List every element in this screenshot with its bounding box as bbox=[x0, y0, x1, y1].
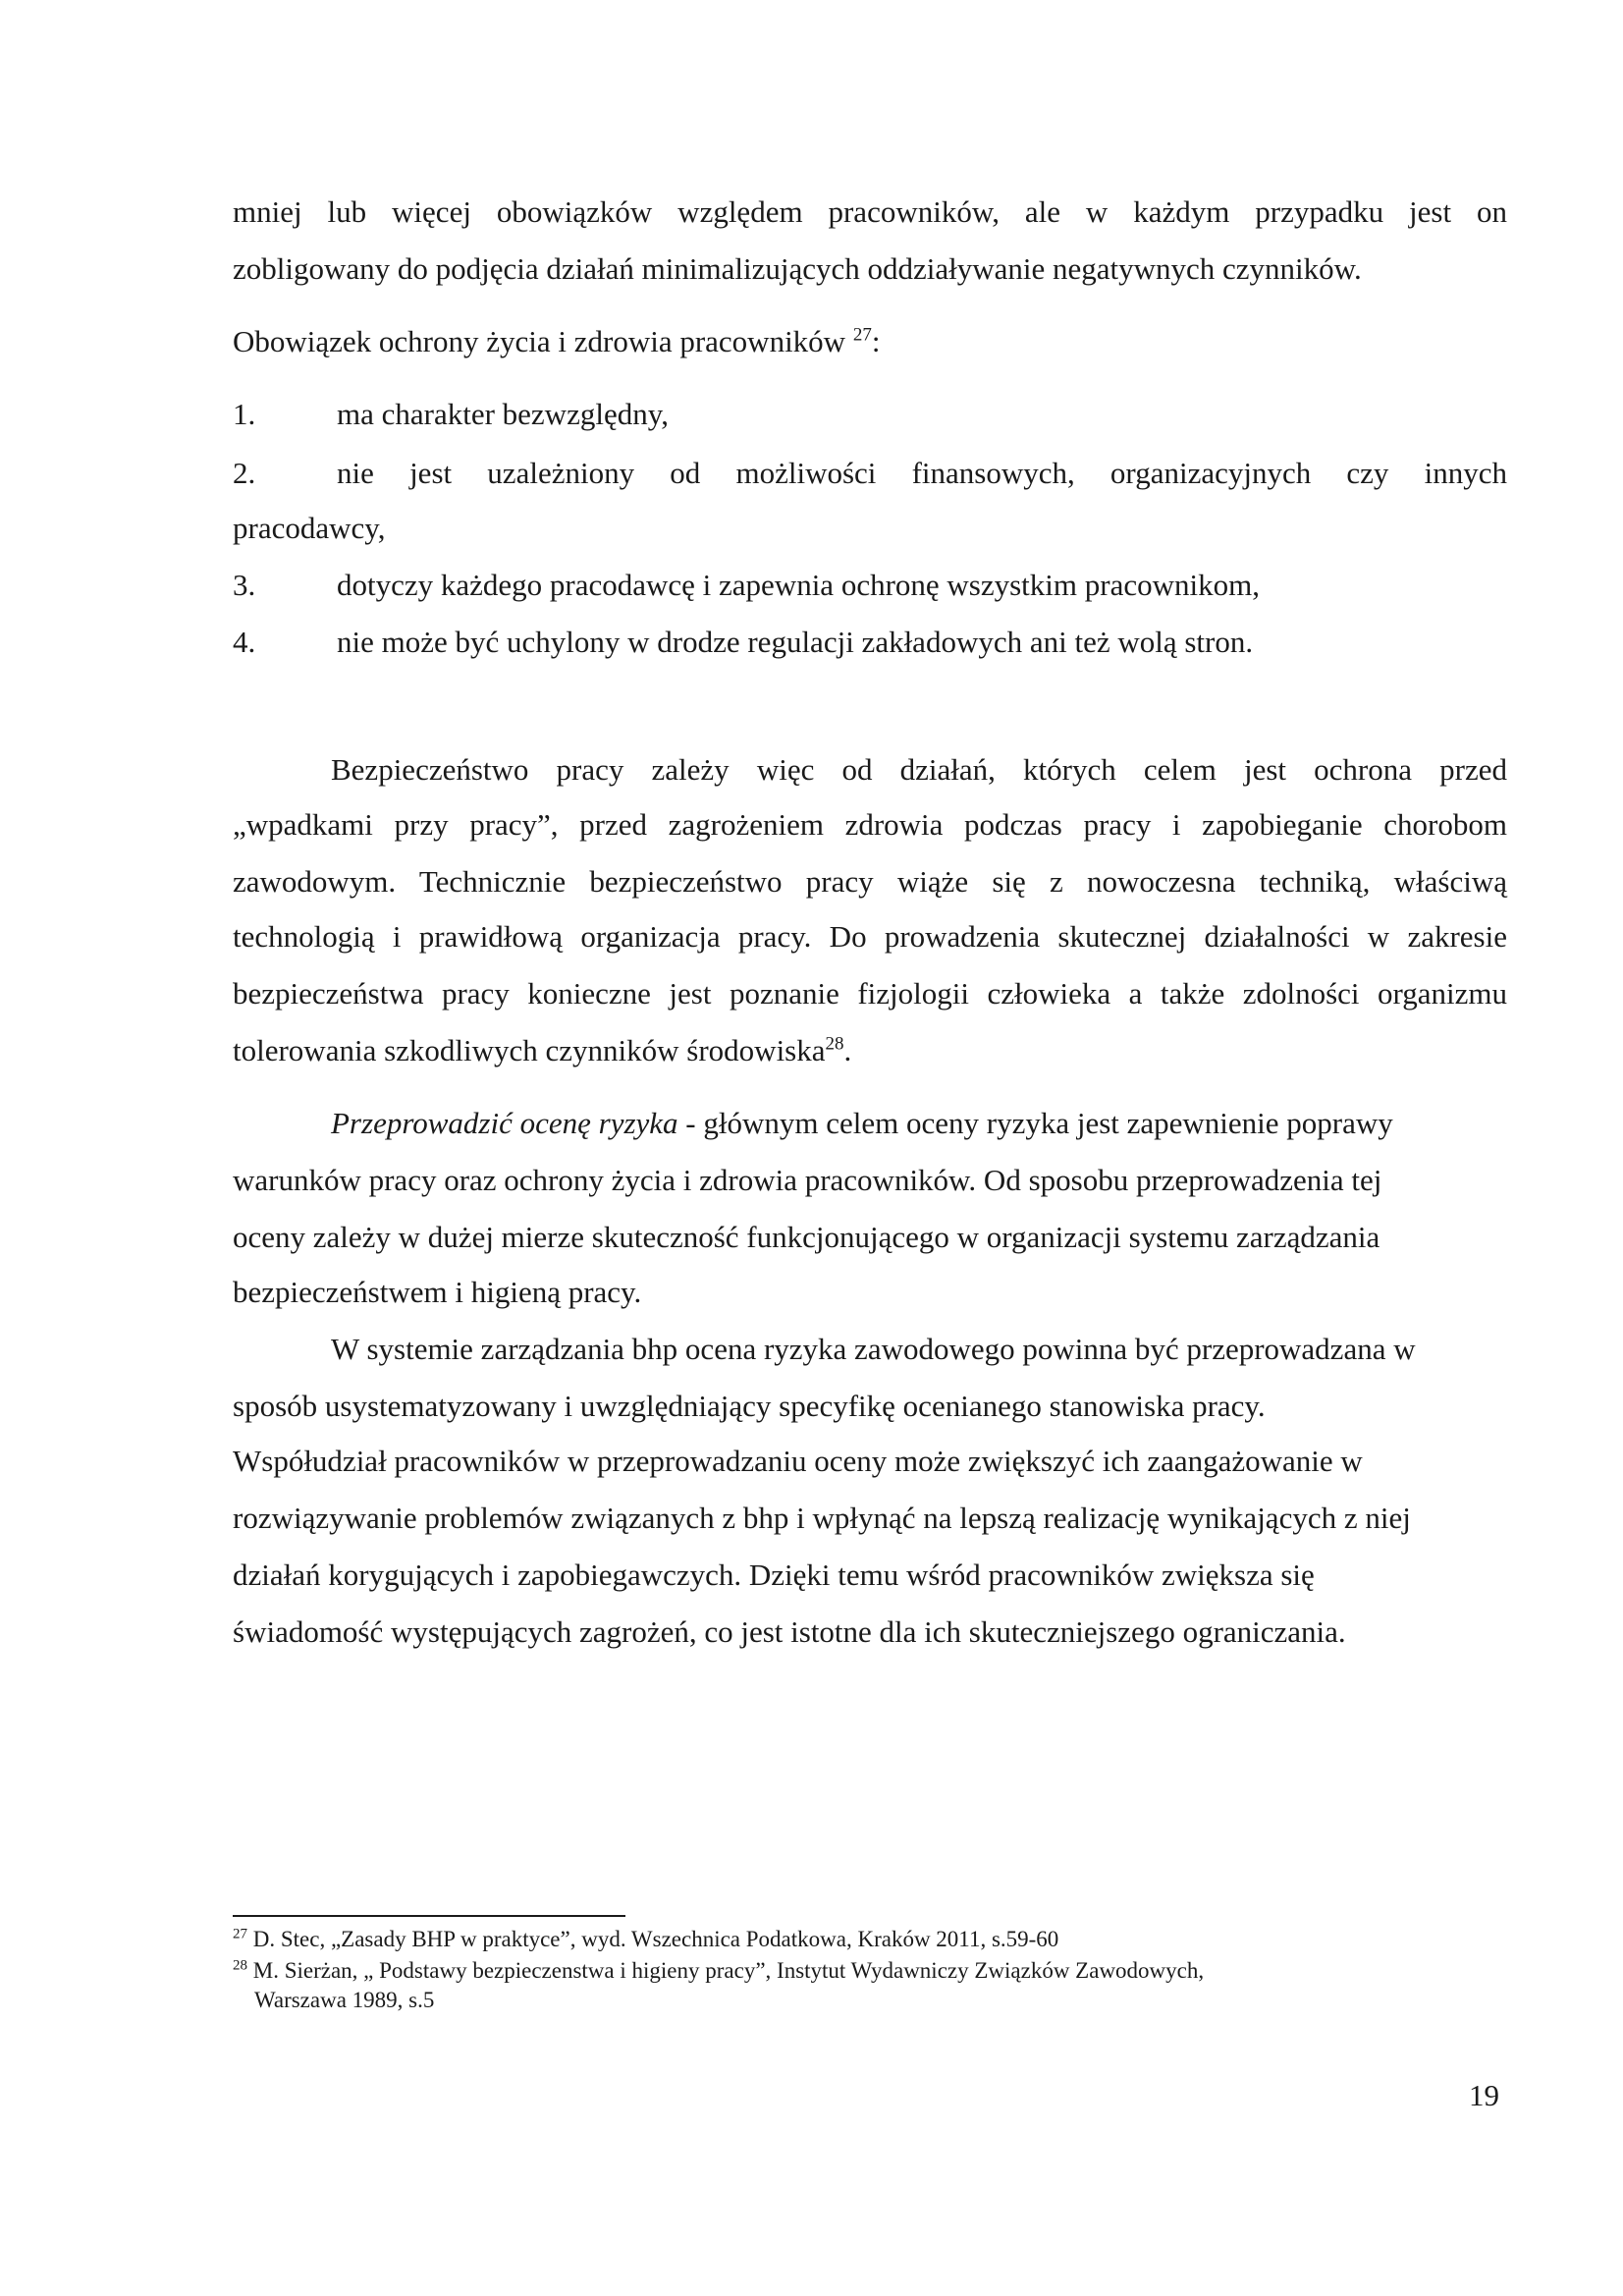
footnote-ref-28[interactable]: 28 bbox=[825, 1033, 844, 1055]
italic-term: Przeprowadzić ocenę ryzyka bbox=[331, 1106, 678, 1140]
list-lead bbox=[233, 322, 880, 361]
footnote-number: 27 bbox=[233, 1926, 247, 1942]
body-line: zobligowany do podjęcia działań minimalizujących oddziaływanie negatywnych czynników. bbox=[233, 251, 1362, 286]
list-lead-colon: : bbox=[871, 324, 881, 358]
body-line: sposób usystematyzowany i uwzględniający specyfikę ocenianego stanowiska pracy. bbox=[233, 1389, 1266, 1423]
body-text: - głównym celem oceny ryzyka jest zapewnienie poprawy bbox=[677, 1106, 1393, 1140]
body-line bbox=[331, 1104, 1393, 1143]
body-line: oceny zależy w dużej mierze skuteczność funkcjonującego w organizacji systemu zarządzania bbox=[233, 1220, 1380, 1254]
list-number: 2. bbox=[233, 456, 256, 490]
list-number: 4. bbox=[233, 625, 256, 659]
footnote-ref-27[interactable]: 27 bbox=[852, 324, 872, 346]
list-text: nie jest uzależniony od możliwości finansowych, organizacyjnych czy innych bbox=[337, 456, 1507, 490]
footnote-27 bbox=[233, 1925, 1058, 1953]
footnote-text: M. Sierżan, „ Podstawy bezpieczenstwa i higieny pracy”, Instytut Wydawniczy Związków Zawodowych, bbox=[252, 1958, 1205, 1983]
footnote-number: 28 bbox=[233, 1957, 247, 1974]
body-line: świadomość występujących zagrożeń, co jest istotne dla ich skuteczniejszego ograniczania. bbox=[233, 1614, 1346, 1649]
body-line: działań korygujących i zapobiegawczych. Dzięki temu wśród pracowników zwiększa się bbox=[233, 1558, 1315, 1592]
page-number: 19 bbox=[1469, 2078, 1499, 2112]
footnote-text: D. Stec, „Zasady BHP w praktyce”, wyd. Wszechnica Podatkowa, Kraków 2011, s.59-60 bbox=[252, 1927, 1059, 1951]
list-number: 1. bbox=[233, 397, 256, 431]
footnote-separator bbox=[233, 1915, 625, 1917]
body-line: bezpieczeństwa pracy konieczne jest poznanie fizjologii człowieka a także zdolności organizmu bbox=[233, 976, 1507, 1011]
body-period: . bbox=[843, 1033, 852, 1067]
body-line bbox=[233, 1031, 851, 1070]
list-number: 3. bbox=[233, 568, 256, 602]
body-line: technologią i prawidłową organizacja pracy. Do prowadzenia skutecznej działalności w zakresie bbox=[233, 919, 1507, 954]
body-line: mniej lub więcej obowiązków względem pracowników, ale w każdym przypadku jest on bbox=[233, 194, 1507, 229]
footnote-continuation: Warszawa 1989, s.5 bbox=[254, 1988, 435, 2012]
list-lead-text: Obowiązek ochrony życia i zdrowia pracowników bbox=[233, 324, 853, 358]
body-line: warunków pracy oraz ochrony życia i zdrowia pracowników. Od sposobu przeprowadzenia tej bbox=[233, 1163, 1382, 1197]
body-line: Współudział pracowników w przeprowadzaniu oceny może zwiększyć ich zaangażowanie w bbox=[233, 1444, 1363, 1478]
body-line: „wpadkami przy pracy”, przed zagrożeniem zdrowia podczas pracy i zapobieganie chorobom bbox=[233, 807, 1507, 842]
body-line: Bezpieczeństwo pracy zależy więc od działań, których celem jest ochrona przed bbox=[331, 752, 1507, 787]
list-text: nie może być uchylony w drodze regulacji zakładowych ani też wolą stron. bbox=[337, 625, 1254, 659]
body-text: tolerowania szkodliwych czynników środowiska bbox=[233, 1033, 826, 1067]
footnote-28 bbox=[233, 1956, 1204, 1985]
body-line: zawodowym. Technicznie bezpieczeństwo pracy wiąże się z nowoczesna techniką, właściwą bbox=[233, 864, 1507, 899]
list-text: ma charakter bezwzględny, bbox=[337, 397, 669, 431]
body-line: bezpieczeństwem i higieną pracy. bbox=[233, 1275, 642, 1309]
list-text: dotyczy każdego pracodawcę i zapewnia ochronę wszystkim pracownikom, bbox=[337, 568, 1260, 602]
body-line: W systemie zarządzania bhp ocena ryzyka zawodowego powinna być przeprowadzana w bbox=[331, 1332, 1416, 1366]
list-continuation: pracodawcy, bbox=[233, 511, 386, 545]
body-line: rozwiązywanie problemów związanych z bhp i wpłynąć na lepszą realizację wynikających z niej bbox=[233, 1501, 1411, 1535]
